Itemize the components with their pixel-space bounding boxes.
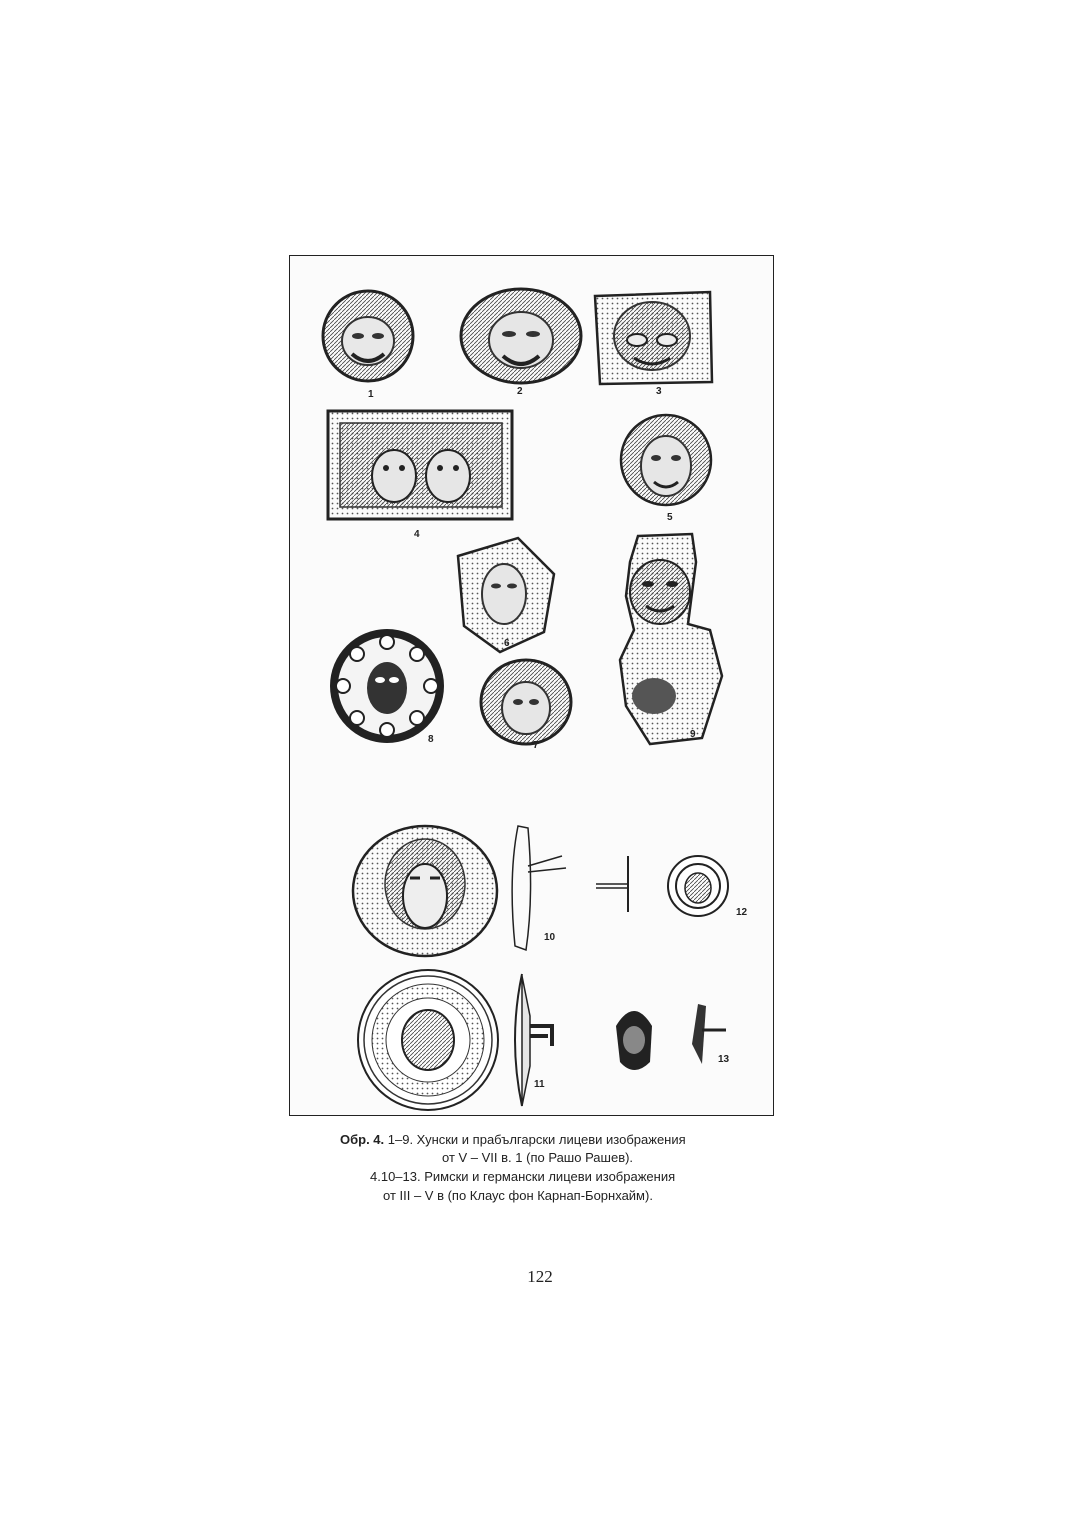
label-7: 7 (533, 740, 539, 751)
figure-drawings (290, 256, 775, 1117)
page-number: 122 (527, 1267, 553, 1286)
caption-line-1 (340, 1131, 686, 1148)
label-13: 13 (718, 1054, 730, 1065)
artifact-6 (458, 538, 554, 652)
label-12: 12 (736, 907, 748, 918)
label-2: 2 (517, 386, 523, 397)
label-6: 6 (504, 638, 510, 649)
label-4: 4 (414, 529, 420, 540)
label-8: 8 (428, 734, 434, 745)
artifact-9 (620, 534, 722, 744)
figure-plate (289, 255, 774, 1116)
artifact-2 (461, 289, 581, 383)
label-10: 10 (544, 932, 556, 943)
caption-line-1-text: 1–9. Хунски и прабългарски лицеви изображения (384, 1132, 686, 1147)
artifact-8 (330, 629, 444, 743)
artifact-12 (668, 856, 728, 916)
artifact-5 (621, 415, 711, 505)
caption-line-4: от III – V в (по Клаус фон Карнап-Борнхайм). (383, 1188, 653, 1203)
artifact-4 (328, 411, 512, 519)
label-1: 1 (368, 389, 374, 400)
label-5: 5 (667, 512, 673, 523)
artifact-10-side (596, 856, 628, 912)
label-9: 9 (690, 729, 696, 740)
artifact-10 (353, 826, 566, 956)
artifact-13 (616, 1004, 726, 1070)
caption-line-3: 4.10–13. Римски и германски лицеви изображения (370, 1169, 676, 1184)
label-11: 11 (534, 1079, 545, 1090)
artifact-3 (595, 292, 712, 384)
caption-figure-number: Обр. 4. (340, 1132, 385, 1147)
caption-line-2: от V – VII в. 1 (по Рашо Рашев). (442, 1150, 634, 1165)
artifact-11 (358, 970, 552, 1110)
label-3: 3 (656, 386, 662, 397)
artifact-1 (323, 291, 413, 381)
artifact-7 (481, 660, 571, 744)
